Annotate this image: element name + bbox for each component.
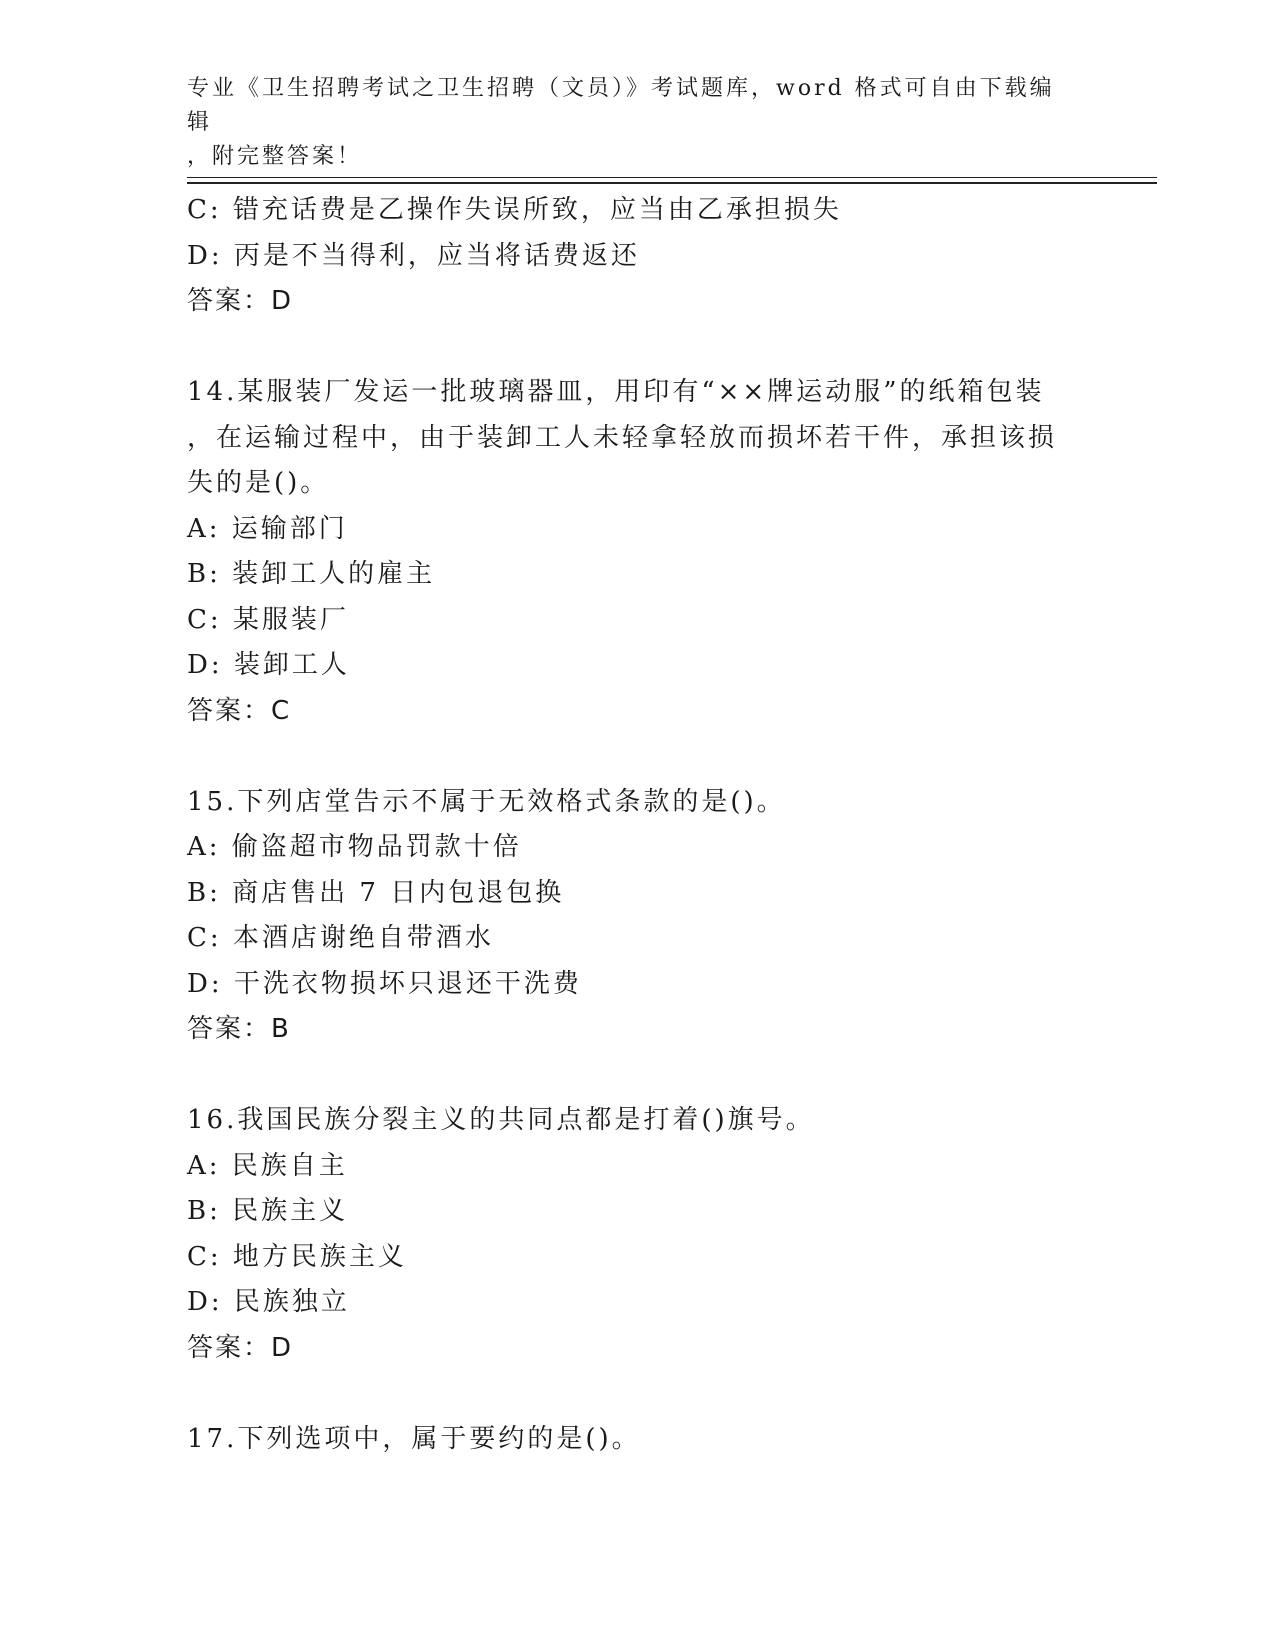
option-c: C: 某服装厂 bbox=[187, 604, 349, 635]
option-a: A: 偷盗超市物品罚款十倍 bbox=[187, 832, 522, 862]
option-d: D: 装卸工人 bbox=[187, 650, 350, 680]
question-list bbox=[187, 188, 1087, 1462]
question-15 bbox=[187, 780, 1087, 1053]
document-header bbox=[187, 72, 1067, 174]
question-stem: 16.我国民族分裂主义的共同点都是打着()旗号。 bbox=[187, 1105, 815, 1135]
header-line-1: 专业《卫生招聘考试之卫生招聘（文员）》考试题库，word 格式可自由下载编辑 bbox=[187, 76, 1055, 135]
answer: 答案：D bbox=[187, 1332, 294, 1363]
question-stem: 15.下列店堂告示不属于无效格式条款的是()。 bbox=[187, 786, 786, 817]
question-stem: 17.下列选项中，属于要约的是()。 bbox=[187, 1423, 641, 1454]
question-14 bbox=[187, 370, 1087, 734]
option-d: D: 干洗衣物损坏只退还干洗费 bbox=[187, 968, 582, 999]
option-c: C: 本酒店谢绝自带酒水 bbox=[187, 923, 494, 953]
option-b: B: 商店售出 7 日内包退包换 bbox=[187, 877, 565, 908]
question-16 bbox=[187, 1098, 1087, 1371]
header-rule-thin bbox=[187, 177, 1157, 178]
header-line-2: ，附完整答案！ bbox=[187, 144, 363, 169]
answer: 答案：B bbox=[187, 1014, 291, 1044]
option-a: A: 运输部门 bbox=[187, 513, 348, 544]
option-b: B: 民族主义 bbox=[187, 1196, 349, 1226]
option-a: A: 民族自主 bbox=[187, 1150, 348, 1181]
option-c: C: 错充话费是乙操作失误所致，应当由乙承担损失 bbox=[187, 195, 842, 225]
question-17 bbox=[187, 1417, 1087, 1463]
question-13-tail bbox=[187, 188, 1087, 325]
question-stem: 失的是()。 bbox=[187, 468, 330, 498]
question-stem: 14.某服装厂发运一批玻璃器皿，用印有“××牌运动服”的纸箱包装 bbox=[187, 377, 1045, 407]
option-d: D: 丙是不当得利，应当将话费返还 bbox=[187, 240, 640, 271]
answer: 答案：C bbox=[187, 695, 292, 726]
option-c: C: 地方民族主义 bbox=[187, 1241, 407, 1272]
option-b: B: 装卸工人的雇主 bbox=[187, 559, 436, 589]
question-stem: ，在运输过程中，由于装卸工人未轻拿轻放而损坏若干件，承担该损 bbox=[187, 422, 1058, 453]
header-rule-thick bbox=[187, 182, 1157, 184]
option-d: D: 民族独立 bbox=[187, 1287, 350, 1317]
answer: 答案：D bbox=[187, 286, 294, 316]
